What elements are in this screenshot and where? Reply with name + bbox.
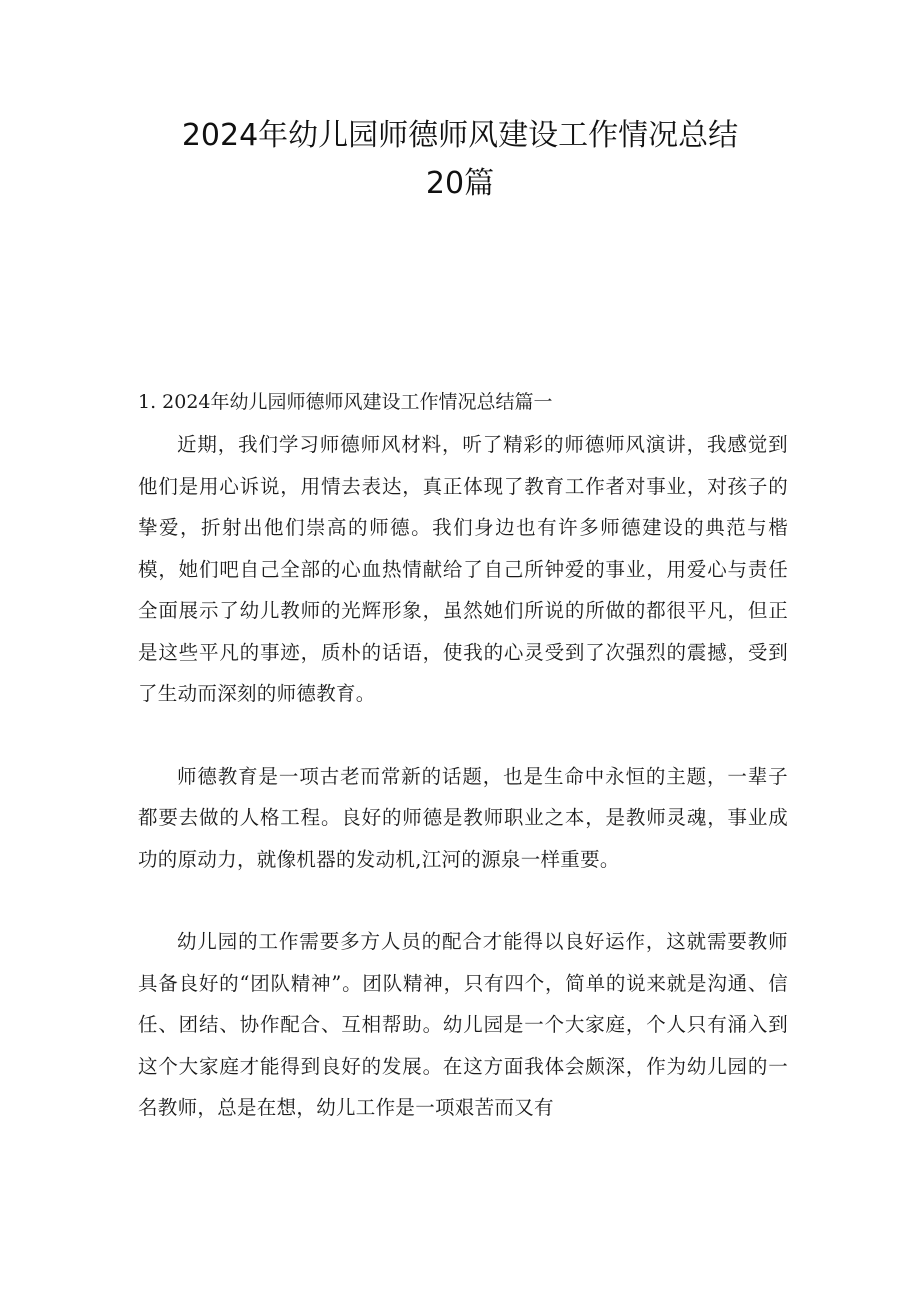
body-paragraph-3: 幼儿园的工作需要多方人员的配合才能得以良好运作，这就需要教师具备良好的“团队精神”。团队精神，只有四个，简单的说来就是沟通、信任、团结、协作配合、互相帮助。幼儿园是一个大家庭，个人只有涌入到这个大家庭才能得到良好的发展。在这方面我体会颇深，作为幼儿园的一名教师，总是在想，幼儿工作是一项艰苦而又有 xyxy=(138,930,788,1119)
document-title-line-2: 20篇 xyxy=(425,166,495,201)
document-title-line-1: 2024年幼儿园师德师风建设工作情况总结 xyxy=(181,118,739,153)
document-title xyxy=(0,112,920,208)
document-body xyxy=(138,382,788,1129)
body-paragraph-1: 近期，我们学习师德师风材料，听了精彩的师德师风演讲，我感觉到他们是用心诉说，用情去表达，真正体现了教育工作者对事业，对孩子的挚爱，折射出他们崇高的师德。我们身边也有许多师德建设的典范与楷模，她们吧自己全部的心血热情献给了自己所钟爱的事业，用爱心与责任全面展示了幼儿教师的光辉形象，虽然她们所说的所做的都很平凡，但正是这些平凡的事迹，质朴的话语，使我的心灵受到了次强烈的震撼，受到了生动而深刻的师德教育。 xyxy=(138,433,788,705)
body-paragraph-2: 师德教育是一项古老而常新的话题，也是生命中永恒的主题，一辈子都要去做的人格工程。良好的师德是教师职业之本，是教师灵魂，事业成功的原动力，就像机器的发动机,江河的源泉一样重要。 xyxy=(138,764,788,871)
section-heading: 1. 2024年幼儿园师德师风建设工作情况总结篇一 xyxy=(138,391,553,413)
